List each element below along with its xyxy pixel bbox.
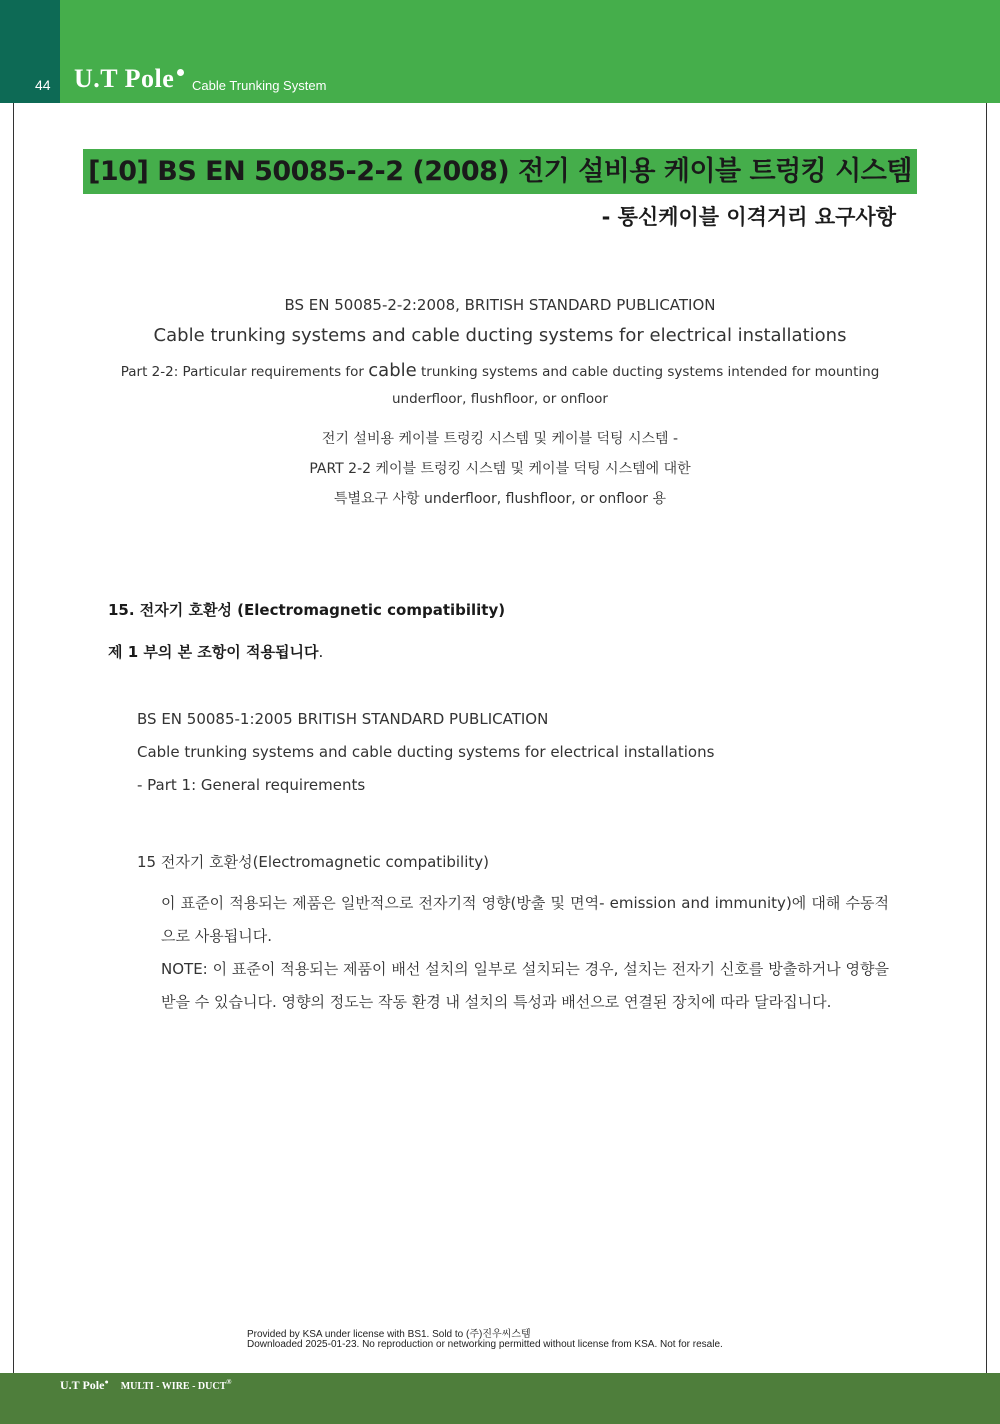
section-heading: 15. 전자기 호환성 (Electromagnetic compatibility) <box>108 601 506 619</box>
part-mounting: underfloor, flushfloor, or onfloor <box>392 391 608 407</box>
korean-title-line: 전기 설비용 케이블 트렁킹 시스템 및 케이블 덕팅 시스템 - <box>321 431 679 447</box>
header-subtitle: Cable Trunking System <box>192 78 327 93</box>
footer-registered-icon: ● <box>104 1378 109 1386</box>
clause-paragraph: 이 표준이 적용되는 제품은 일반적으로 전자기적 영향(방출 및 면역- emission and immunity)에 대해 수동적으로 사용됩니다. <box>161 894 889 945</box>
header-tab <box>0 0 60 103</box>
page-title: [10] BS EN 50085-2-2 (2008) 전기 설비용 케이블 트렁킹 시스템 <box>88 156 912 187</box>
page-frame-right <box>986 103 987 1373</box>
part-big-word: cable <box>368 360 417 381</box>
brand-logo: U.T Pole <box>74 64 175 93</box>
korean-title-line: PART 2-2 케이블 트렁킹 시스템 및 케이블 덕팅 시스템에 대한 <box>309 461 691 477</box>
part-suffix: trunking systems and cable ducting systems intended for mounting <box>416 364 880 380</box>
footer-mark: ® <box>226 1378 232 1386</box>
reference-title: Cable trunking systems and cable ducting systems for electrical installations <box>137 743 715 761</box>
section-note-period: . <box>318 643 324 661</box>
page-subtitle: - 통신케이블 이격거리 요구사항 <box>601 205 896 229</box>
section-note-text: 제 1 부의 본 조항이 적용됩니다 <box>108 643 319 661</box>
license-notice: Provided by KSA under license with BS1. Sold to (주)진우씨스템 <box>247 1329 531 1340</box>
reference-part: - Part 1: General requirements <box>137 776 366 794</box>
korean-title-line: 특별요구 사항 underfloor, flushfloor, or onfloor 용 <box>333 491 666 507</box>
clause-note: NOTE: 이 표준이 적용되는 제품이 배선 설치의 일부로 설치되는 경우, 설치는 전자기 신호를 방출하거나 영향을 받을 수 있습니다. 영향의 정도는 작동 환경 내 설치의 특성과 배선으로 연결된 장치에 따라 달라집니다. <box>161 960 889 1011</box>
page-number: 44 <box>35 77 51 93</box>
section-note <box>108 641 323 662</box>
footer-brand <box>60 1378 232 1393</box>
registered-mark-icon <box>177 69 184 76</box>
clause-title: 15 전자기 호환성(Electromagnetic compatibility) <box>137 853 489 871</box>
part-prefix: Part 2-2: Particular requirements for <box>120 364 369 380</box>
footer-product: MULTI - WIRE - DUCT <box>120 1381 227 1392</box>
standard-title: Cable trunking systems and cable ducting systems for electrical installations <box>153 325 847 346</box>
standard-part-description <box>110 357 890 413</box>
download-notice: Downloaded 2025-01-23. No reproduction or networking permitted without license from KSA. Not for resale. <box>247 1339 723 1350</box>
page-frame-left <box>13 103 14 1373</box>
footer-brand-name: U.T Pole <box>60 1378 105 1392</box>
standard-id: BS EN 50085-2-2:2008, BRITISH STANDARD PUBLICATION <box>284 296 716 314</box>
reference-id: BS EN 50085-1:2005 BRITISH STANDARD PUBLICATION <box>137 710 549 728</box>
